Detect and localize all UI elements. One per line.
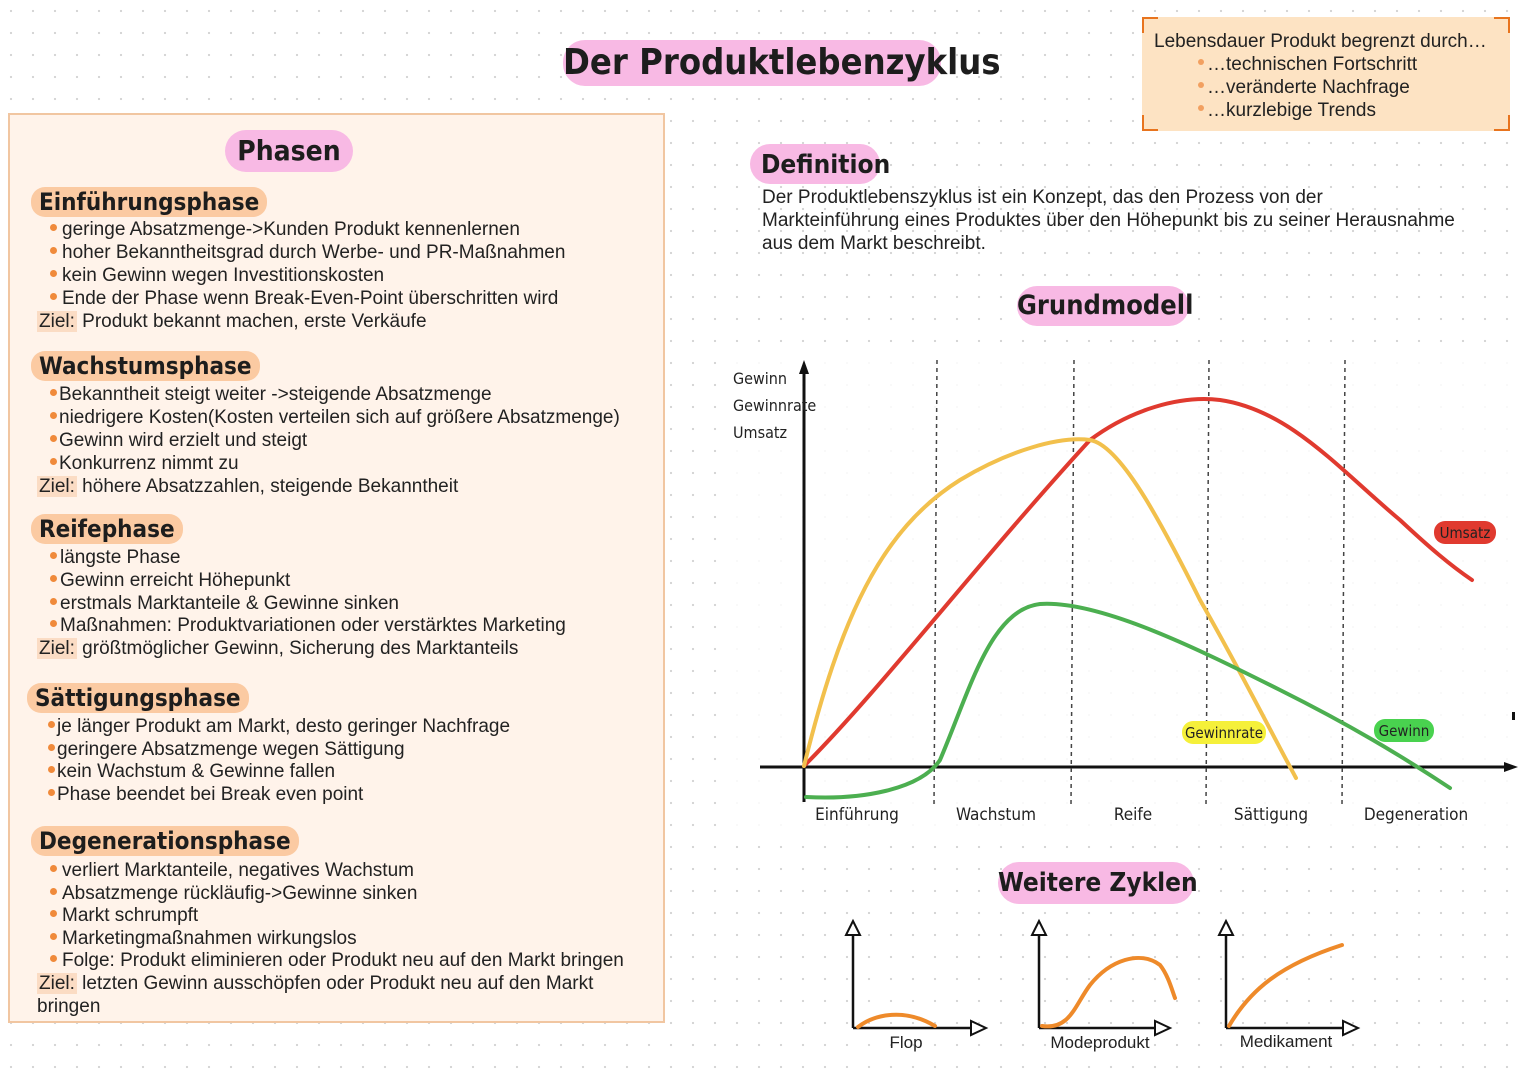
phasen-title: Phasen [225,130,353,172]
phase-bullet: verliert Marktanteile, negatives Wachstum [50,860,414,882]
phase-bullet: geringere Absatzmenge wegen Sättigung [48,739,405,761]
phase-label: Einführung [815,805,899,825]
page-title: Der Produktlebenzyklus [563,40,941,86]
grundmodell-title: Grundmodell [1017,286,1189,326]
phase-label: Sättigung [1233,805,1309,825]
definition-title: Definition [750,144,880,184]
phase-goal-continued: bringen [37,996,101,1017]
flop-curve [858,1015,935,1027]
phase-label: Wachstum [955,805,1037,825]
y-label: Gewinn [733,369,788,388]
phase-bullet: Markt schrumpft [50,905,198,927]
phase-label: Reife [1113,805,1153,825]
phase-goal: Ziel: letzten Gewinn ausschöpfen oder Produkt neu auf den Markt [39,973,594,994]
phase-label: Degeneration [1363,805,1469,825]
phase-bullet: kein Wachstum & Gewinne fallen [48,761,335,783]
mode-label: Modeprodukt [1050,1033,1150,1052]
phase-goal: Ziel: höhere Absatzzahlen, steigende Bekanntheit [39,476,459,497]
phase-bullet: Maßnahmen: Produktvariationen oder verstärktes Marketing [50,615,566,637]
mode-curve [1042,958,1175,1026]
mode-y-arrow [1032,921,1046,935]
phase-bullet: Absatzmenge rückläufig->Gewinne sinken [50,883,417,905]
med-curve [1229,945,1342,1026]
phase-bullet: Gewinn wird erzielt und steigt [50,430,307,452]
med-y-arrow [1219,921,1233,935]
med-label: Medikament [1239,1032,1333,1051]
phase-bullet: kein Gewinn wegen Investitionskosten [50,265,384,287]
y-label: Gewinnrate [733,396,817,415]
phase-heading: Sättigungsphase [27,683,249,713]
flop-y-arrow [846,921,860,935]
phase-bullet: Folge: Produkt eliminieren oder Produkt neu auf den Markt bringen [50,950,624,972]
legend-umsatz: Umsatz [1439,524,1491,542]
phase-goal: Ziel: größtmöglicher Gewinn, Sicherung des Marktanteils [39,638,519,659]
phase-goal: Ziel: Produkt bekannt machen, erste Verkäufe [39,311,427,332]
lifespan-item: …kurzlebige Trends [1198,99,1376,122]
phase-bullet: hoher Bekanntheitsgrad durch Werbe- und PR-Maßnahmen [50,242,565,264]
weitere-zyklen-title: Weitere Zyklen [998,862,1194,904]
y-label: Umsatz [733,423,788,442]
lifespan-item: …technischen Fortschritt [1198,53,1417,76]
phase-heading: Reifephase [31,514,183,544]
phase-bullet: geringe Absatzmenge->Kunden Produkt kennenlernen [50,219,520,241]
legend-gewinn: Gewinn [1378,722,1430,740]
lifespan-heading: Lebensdauer Produkt begrenzt durch… [1154,31,1487,52]
phase-bullet: Konkurrenz nimmt zu [50,453,239,475]
phase-heading: Degenerationsphase [31,826,299,856]
flop-label: Flop [889,1033,923,1052]
phase-bullet: Ende der Phase wenn Break-Even-Point überschritten wird [50,288,558,310]
phase-bullet: längste Phase [50,547,180,569]
phase-bullet: Phase beendet bei Break even point [48,784,363,806]
med-x-arrow [1343,1021,1358,1035]
definition-text: Der Produktlebenszyklus ist ein Konzept, das den Prozess von der Markteinführung eines Produktes über den Höhepunkt bis zu seiner Herausnahme aus dem Markt beschreibt. [762,187,1455,254]
phase-bullet: niedrigere Kosten(Kosten verteilen sich auf größere Absatzmenge) [50,407,620,429]
phase-bullet: erstmals Marktanteile & Gewinne sinken [50,593,399,615]
phase-heading: Einführungsphase [31,187,267,217]
legend-gewinnrate: Gewinnrate [1184,724,1264,742]
phase-bullet: je länger Produkt am Markt, desto geringer Nachfrage [48,716,510,738]
flop-x-arrow [971,1021,986,1035]
phase-heading: Wachstumsphase [31,351,260,381]
phase-bullet: Bekanntheit steigt weiter ->steigende Absatzmenge [50,384,492,406]
phase-bullet: Marketingmaßnahmen wirkungslos [50,928,357,950]
lifespan-item: …veränderte Nachfrage [1198,76,1410,99]
phase-bullet: Gewinn erreicht Höhepunkt [50,570,290,592]
mode-x-arrow [1155,1021,1170,1035]
